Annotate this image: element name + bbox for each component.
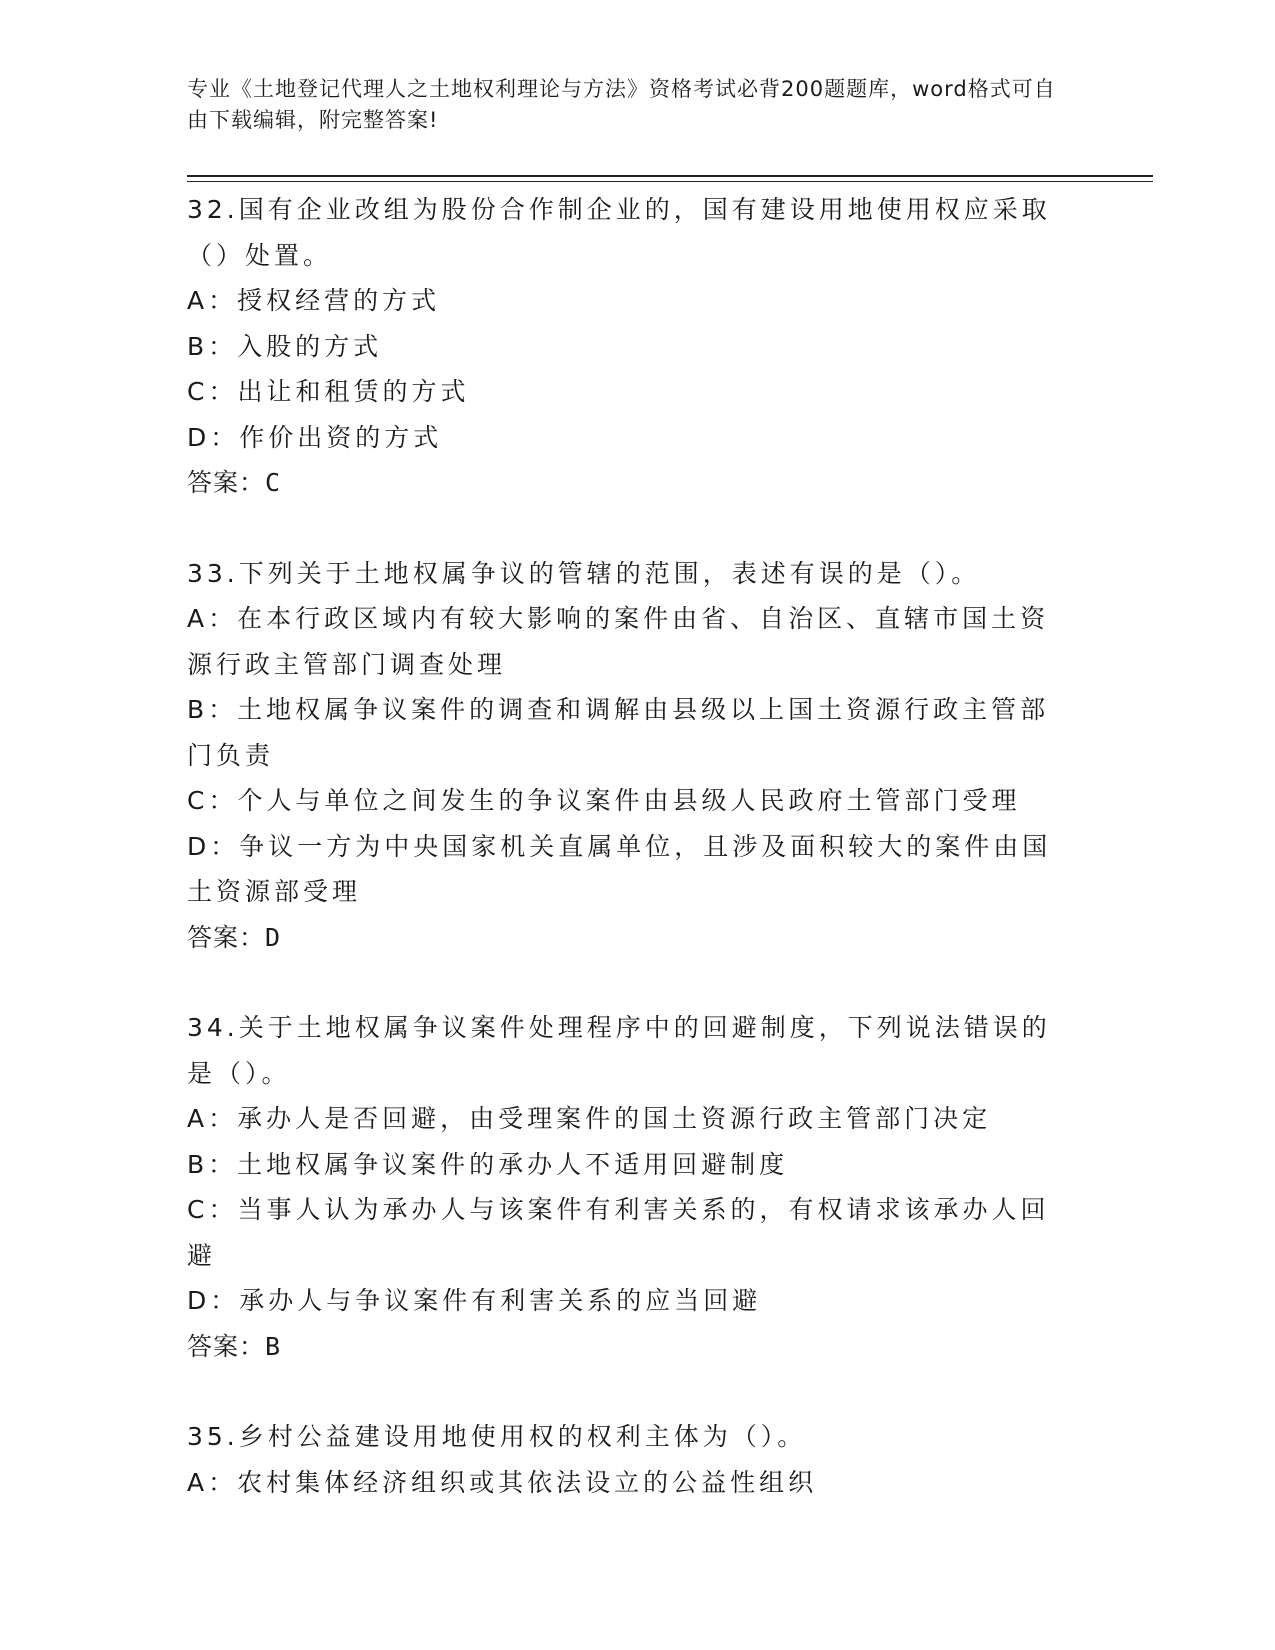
question-stem: 35.乡村公益建设用地使用权的权利主体为（）。 [187, 1422, 807, 1451]
header-divider-thick [187, 175, 1153, 177]
option-c: C：当事人认为承办人与该案件有利害关系的，有权请求该承办人回避 [187, 1195, 1050, 1270]
answer-value: C [265, 468, 282, 497]
question-stem: 33.下列关于土地权属争议的管辖的范围，表述有误的是（）。 [187, 558, 981, 588]
answer-label: 答案： [187, 1331, 266, 1361]
question-33 [187, 551, 1067, 961]
answer-value: D [265, 922, 282, 952]
answer-line [187, 1324, 1067, 1370]
option-d: D：承办人与争议案件有利害关系的应当回避 [187, 1286, 762, 1315]
option-b: B：入股的方式 [187, 331, 383, 361]
option-c: C：出让和租赁的方式 [187, 377, 470, 406]
question-34 [187, 1005, 1067, 1369]
question-32 [187, 187, 1067, 506]
question-stem: 34.关于土地权属争议案件处理程序中的回避制度，下列说法错误的是（）。 [187, 1013, 1051, 1088]
option-c: C：个人与单位之间发生的争议案件由县级人民政府土管部门受理 [187, 786, 1021, 815]
answer-line [187, 460, 1067, 506]
option-b: B：土地权属争议案件的承办人不适用回避制度 [187, 1149, 789, 1179]
option-d: D：作价出资的方式 [187, 422, 443, 452]
question-35 [187, 1414, 1067, 1505]
document-header: 专业《土地登记代理人之土地权利理论与方法》资格考试必背200题题库，word格式可自由下载编辑，附完整答案! [187, 77, 1056, 132]
option-a: A：在本行政区域内有较大影响的案件由省、自治区、直辖市国土资源行政主管部门调查处理 [187, 604, 1050, 679]
question-list [187, 187, 1067, 1505]
option-b: B：土地权属争议案件的调查和调解由县级以上国土资源行政主管部门负责 [187, 695, 1050, 770]
option-d: D：争议一方为中央国家机关直属单位，且涉及面积较大的案件由国土资源部受理 [187, 831, 1052, 906]
answer-label: 答案： [187, 922, 266, 952]
answer-value: B [265, 1331, 282, 1361]
option-a: A：授权经营的方式 [187, 286, 441, 315]
answer-line [187, 915, 1067, 961]
header-divider-thin [187, 181, 1153, 182]
option-a: A：农村集体经济组织或其依法设立的公益性组织 [187, 1467, 818, 1497]
question-stem: 32.国有企业改组为股份合作制企业的，国有建设用地使用权应采取（）处置。 [187, 195, 1051, 270]
option-a: A：承办人是否回避，由受理案件的国土资源行政主管部门决定 [187, 1104, 992, 1133]
answer-label: 答案： [187, 468, 266, 497]
